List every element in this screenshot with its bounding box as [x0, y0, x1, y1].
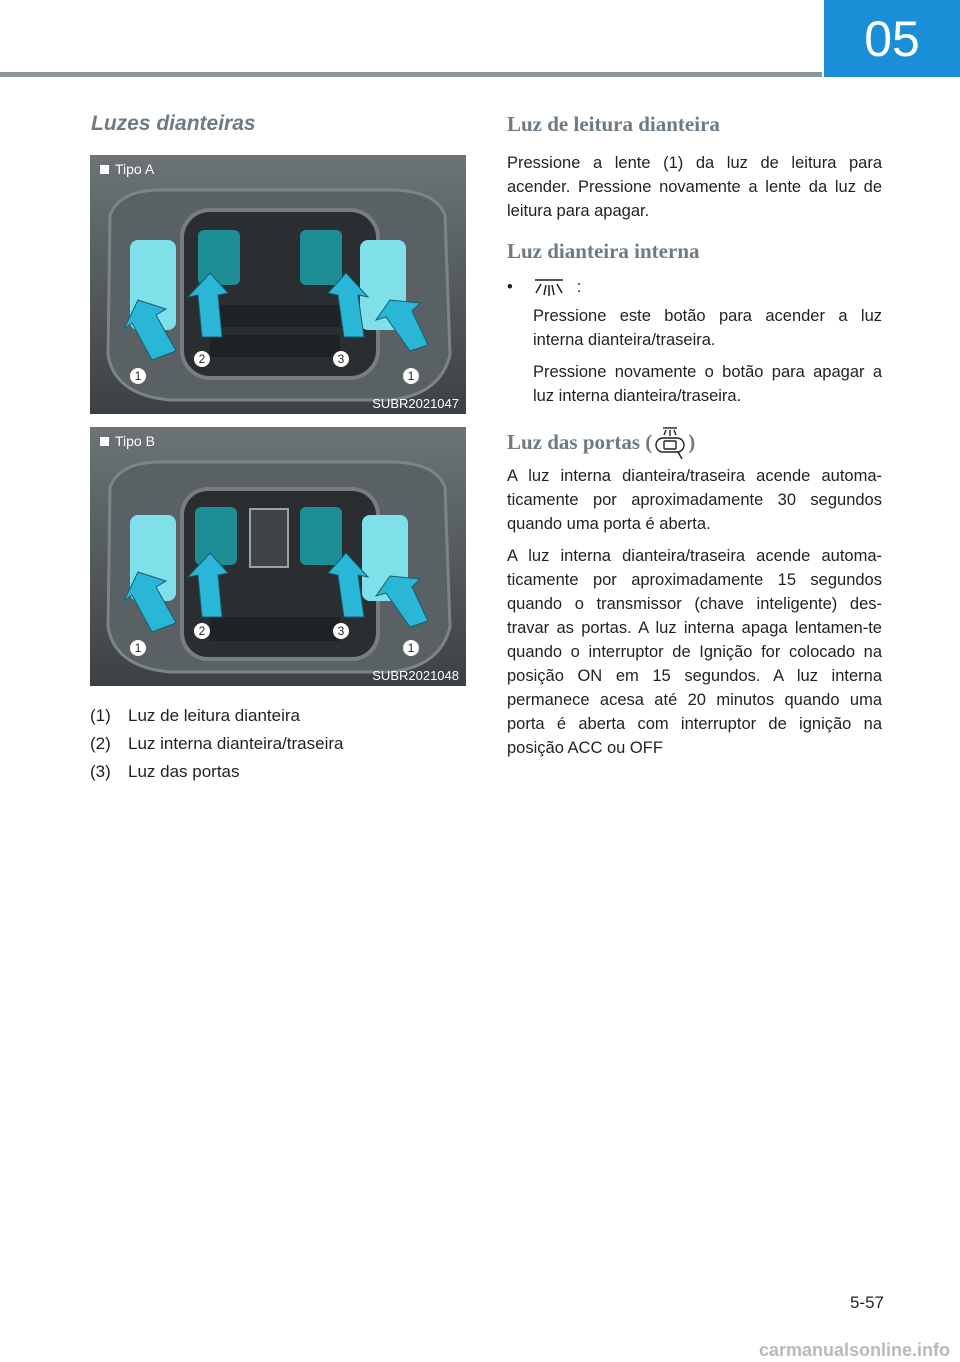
callout-marker: 3	[333, 351, 349, 367]
interior-light-text-1: Pressione este botão para acender a luz interna dianteira/traseira.	[533, 307, 882, 349]
figure-code: SUBR2021048	[372, 668, 459, 683]
chapter-tab: 05	[824, 0, 960, 77]
callout-marker: 1	[130, 368, 146, 384]
figure-type-b	[90, 427, 466, 686]
legend-text: Luz de leitura dianteira	[128, 706, 301, 725]
header-rule	[0, 72, 822, 77]
figure-label	[100, 433, 155, 449]
square-bullet-icon	[100, 165, 109, 174]
door-light-heading-close: )	[688, 429, 696, 454]
callout-marker: 3	[333, 623, 349, 639]
door-light-text-1: A luz interna dianteira/traseira acende automa-ticamente por aproximadamente 30 segundos quando uma porta é aberta.	[507, 467, 882, 533]
right-column	[507, 112, 882, 760]
dome-light-icon	[529, 276, 569, 298]
reading-light-text: Pressione a lente (1) da luz de leitura para acender. Pressione novamente a lente da luz de leitura para apagar.	[507, 154, 882, 220]
bullet-symbol: •	[507, 277, 513, 296]
callout-marker: 1	[130, 640, 146, 656]
legend-item	[90, 758, 343, 786]
interior-light-text-2: Pressione novamente o botão para apagar a luz interna dianteira/traseira.	[533, 363, 882, 405]
reading-light-heading: Luz de leitura dianteira	[507, 112, 720, 136]
section-title: Luzes dianteiras	[91, 112, 256, 135]
callout-marker: 2	[194, 623, 210, 639]
figure-code: SUBR2021047	[372, 396, 459, 411]
figure-label	[100, 161, 154, 177]
page-number: 5-57	[849, 1293, 884, 1312]
figure-label-text: Tipo B	[115, 433, 155, 449]
legend-item	[90, 730, 343, 758]
door-light-icon	[652, 424, 688, 460]
callout-marker: 2	[194, 351, 210, 367]
bullet-colon: :	[576, 277, 582, 296]
square-bullet-icon	[100, 437, 109, 446]
door-light-heading-text: Luz das portas (	[507, 429, 653, 454]
legend-number: (3)	[90, 762, 111, 781]
door-light-text-2: A luz interna dianteira/traseira acende automa-ticamente por aproximadamente 15 segundos quando o transmissor (chave inteligente) des-travar as portas. A luz interna apaga lentamen-te quando o interruptor de Ignição for colocado na posição ON em 15 segundos. A luz interna permanece acesa até 20 minutos quando uma porta é aberta com interruptor de ignição na posição ACC ou OFF	[507, 547, 882, 757]
legend-number: (2)	[90, 734, 111, 753]
legend-text: Luz interna dianteira/traseira	[128, 734, 344, 753]
legend-number: (1)	[90, 706, 111, 725]
legend-text: Luz das portas	[128, 762, 240, 781]
watermark: carmanualsonline.info	[758, 1340, 950, 1360]
legend-item	[90, 702, 343, 730]
interior-light-heading: Luz dianteira interna	[507, 239, 700, 263]
door-light-heading	[507, 424, 882, 460]
callout-marker: 1	[403, 640, 419, 656]
figure-label-text: Tipo A	[115, 161, 155, 177]
callout-marker: 1	[403, 368, 419, 384]
figure-legend	[90, 702, 343, 786]
figure-type-a	[90, 155, 466, 414]
interior-light-bullet	[507, 276, 882, 298]
